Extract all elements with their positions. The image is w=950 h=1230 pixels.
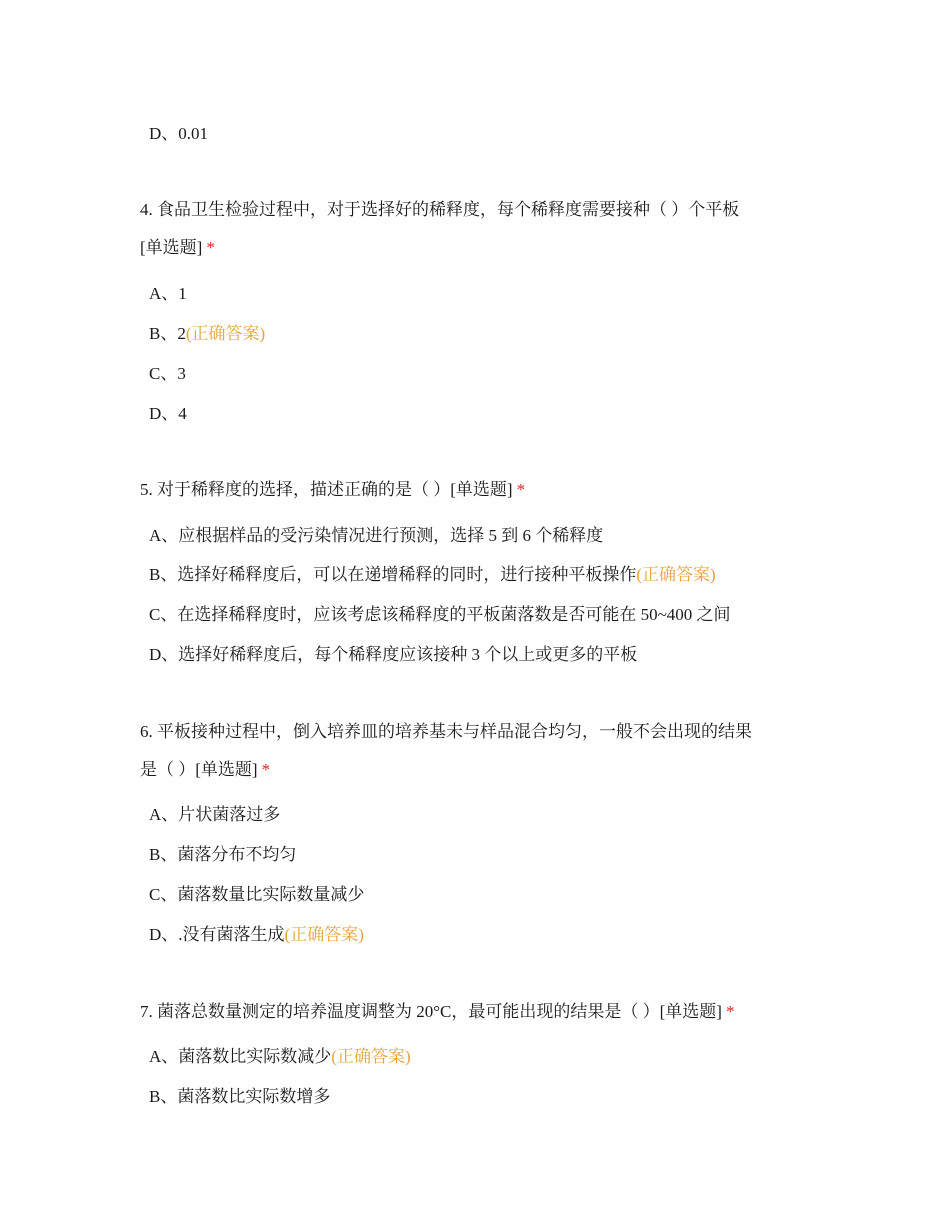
question-text-cont [140,236,215,260]
option-d: D、选择好稀释度后，每个稀释度应该接种 3 个以上或更多的平板 [149,645,638,664]
required-marker: * [206,238,215,257]
option-c: C、菌落数量比实际数量减少 [149,885,365,904]
question-type: [单选题] [140,238,203,257]
option-text: D、0.01 [149,124,209,143]
question-text: 5. 对于稀释度的选择，描述正确的是（ ）[单选题] * [140,480,526,499]
correct-answer-tag: (正确答案) [284,925,364,944]
option-d: D、4 [149,404,187,423]
option-d-prev [149,122,208,146]
question-text: 7. 菌落总数量测定的培养温度调整为 20°C，最可能出现的结果是（ ）[单选题] * [140,1002,735,1021]
correct-answer-tag: (正确答案) [331,1047,411,1066]
option-d: D、.没有菌落生成(正确答案) [149,925,364,944]
option-a: A、1 [149,284,187,303]
question-text: 6. 平板接种过程中，倒入培养皿的培养基未与样品混合均匀，一般不会出现的结果 [140,722,752,741]
question-text-cont: 是（ ）[单选题] * [140,760,271,779]
option-a: A、应根据样品的受污染情况进行预测，选择 5 到 6 个稀释度 [149,526,604,545]
option-c: C、3 [149,364,186,383]
option-b: B、2(正确答案) [149,324,266,343]
question-text: 4. 食品卫生检验过程中，对于选择好的稀释度，每个稀释度需要接种（ ）个平板 [140,200,740,219]
correct-answer-tag: (正确答案) [185,324,266,343]
required-marker: * [261,760,271,779]
correct-answer-tag: (正确答案) [636,565,716,584]
option-c: C、在选择稀释度时，应该考虑该稀释度的平板菌落数是否可能在 50~400 之间 [149,605,731,624]
option-b: B、选择好稀释度后，可以在递增稀释的同时，进行接种平板操作(正确答案) [149,565,716,584]
option-a: A、菌落数比实际数减少(正确答案) [149,1047,411,1066]
required-marker: * [725,1002,735,1021]
option-b: B、菌落分布不均匀 [149,845,297,864]
option-b: B、菌落数比实际数增多 [149,1087,331,1106]
required-marker: * [516,480,526,499]
option-a: A、片状菌落过多 [149,805,281,824]
